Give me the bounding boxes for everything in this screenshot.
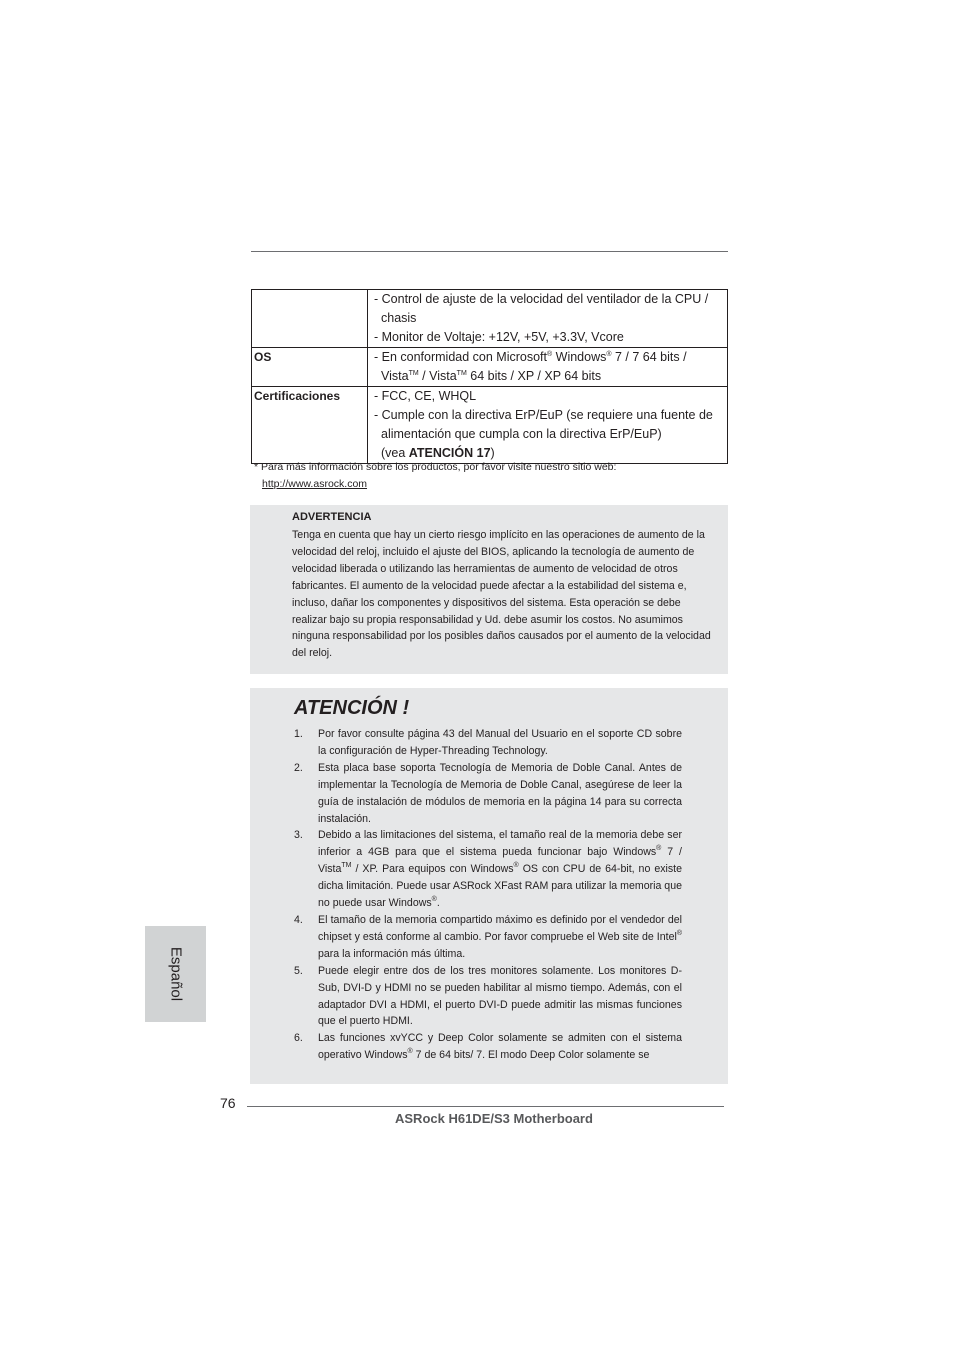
spec-value (368, 290, 728, 348)
table-row (252, 290, 728, 348)
spec-line: alimentación que cumpla con la directiva ErP/EuP) (381, 427, 662, 441)
bottom-divider (247, 1106, 724, 1107)
item-number: 4. (294, 913, 303, 926)
item-number: 3. (294, 829, 303, 842)
page-number: 76 (220, 1095, 236, 1111)
list-item (294, 760, 682, 828)
spec-line: (vea ATENCIÓN 17) (381, 446, 495, 460)
language-tab (145, 926, 206, 1022)
item-text: Puede elegir entre dos de los tres monitores solamente. Los monitores D-Sub, DVI-D y HDMI no se pueden habilitar al mismo tiempo. Además, con el adaptador DVI a HDMI, el puerto DVI-D puede admitir las mismas funciones que el puerto HDMI. (318, 964, 682, 1028)
list-item (294, 963, 682, 1031)
spec-line: - En conformidad con Microsoft® Windows® 7 / 7 64 bits / (374, 350, 687, 364)
top-divider (251, 251, 728, 252)
item-text: Esta placa base soporta Tecnología de Memoria de Doble Canal. Antes de implementar la Tecnología de Memoria de Doble Canal, asegúrese de leer la guía de instalación de módulos de memoria en la página 14 para su correcta instalación. (318, 761, 682, 825)
website-link[interactable]: http://www.asrock.com (262, 478, 368, 490)
warning-body: Tenga en cuenta que hay un cierto riesgo implícito en las operaciones de aumento de la velocidad del reloj, incluido el ajuste del BIOS, aplicando la tecnología de aumento de velocidad liberada o utilizando las herramientas de aumento de velocidad de otros fabricantes. El aumento de la velocidad puede afectar a la estabilidad del sistema e, incluso, dañar los componentes y dispositivos del sistema. Esta operación se debe realizar bajo su propia responsabilidad y Ud. debe asumir los costos. No asumimos ninguna responsabilidad por los posibles daños causados por el aumento de la velocidad del reloj. (292, 529, 711, 660)
list-item (294, 1030, 682, 1064)
spec-label: Certificaciones (252, 387, 368, 464)
spec-line: - Control de ajuste de la velocidad del ventilador de la CPU / (374, 292, 709, 306)
footnote-text: * Para más información sobre los productos, por favor visite nuestro sitio web: (254, 461, 617, 473)
warning-title: ADVERTENCIA (292, 511, 372, 523)
spec-line: - FCC, CE, WHQL (374, 389, 477, 403)
attention-box (250, 688, 728, 1084)
spec-value (368, 387, 728, 464)
table-row (252, 387, 728, 464)
spec-value (368, 348, 728, 387)
spec-line: - Cumple con la directiva ErP/EuP (se requiere una fuente de (374, 408, 713, 422)
item-text: Debido a las limitaciones del sistema, el tamaño real de la memoria debe ser inferior a 4GB para que el sistema pueda funcionar bajo Windows® 7 / Vista™ / XP. Para equipos con Windows® OS con CPU de 64-bit, no existe dicha limitación. Puede usar ASRock XFast RAM para utilizar la memoria que no puede usar Windows®. (318, 829, 682, 910)
list-item (294, 827, 682, 912)
item-number: 5. (294, 964, 303, 977)
attention-list (294, 726, 682, 1064)
specs-table (251, 289, 728, 464)
item-number: 2. (294, 761, 303, 774)
footer-title: ASRock H61DE/S3 Motherboard (395, 1111, 593, 1126)
item-text: El tamaño de la memoria compartido máximo es definido por el vendedor del chipset y está conforme al cambio. Por favor compruebe el Web site de Intel® para la información más última. (318, 913, 682, 960)
list-item (294, 912, 682, 963)
spec-line: chasis (381, 311, 417, 325)
item-text: Por favor consulte página 43 del Manual del Usuario en el soporte CD sobre la configuración de Hyper-Threading Technology. (318, 728, 682, 757)
spec-label (252, 290, 368, 348)
item-number: 1. (294, 728, 303, 740)
warning-box (250, 505, 728, 674)
spec-line: - Monitor de Voltaje: +12V, +5V, +3.3V, Vcore (374, 330, 624, 344)
attention-title: ATENCIÓN ! (294, 697, 410, 719)
footnote (254, 459, 616, 493)
item-text: Las funciones xvYCC y Deep Color solamente se admiten con el sistema operativo Windows® 7 de 64 bits/ 7. El modo Deep Color solamente se (318, 1032, 682, 1062)
list-item (294, 726, 682, 760)
spec-line: Vista™ / Vista™ 64 bits / XP / XP 64 bits (381, 369, 602, 383)
table-row (252, 348, 728, 387)
spec-label: OS (252, 348, 368, 387)
item-number: 6. (294, 1032, 303, 1045)
language-label: Español (167, 946, 184, 1002)
